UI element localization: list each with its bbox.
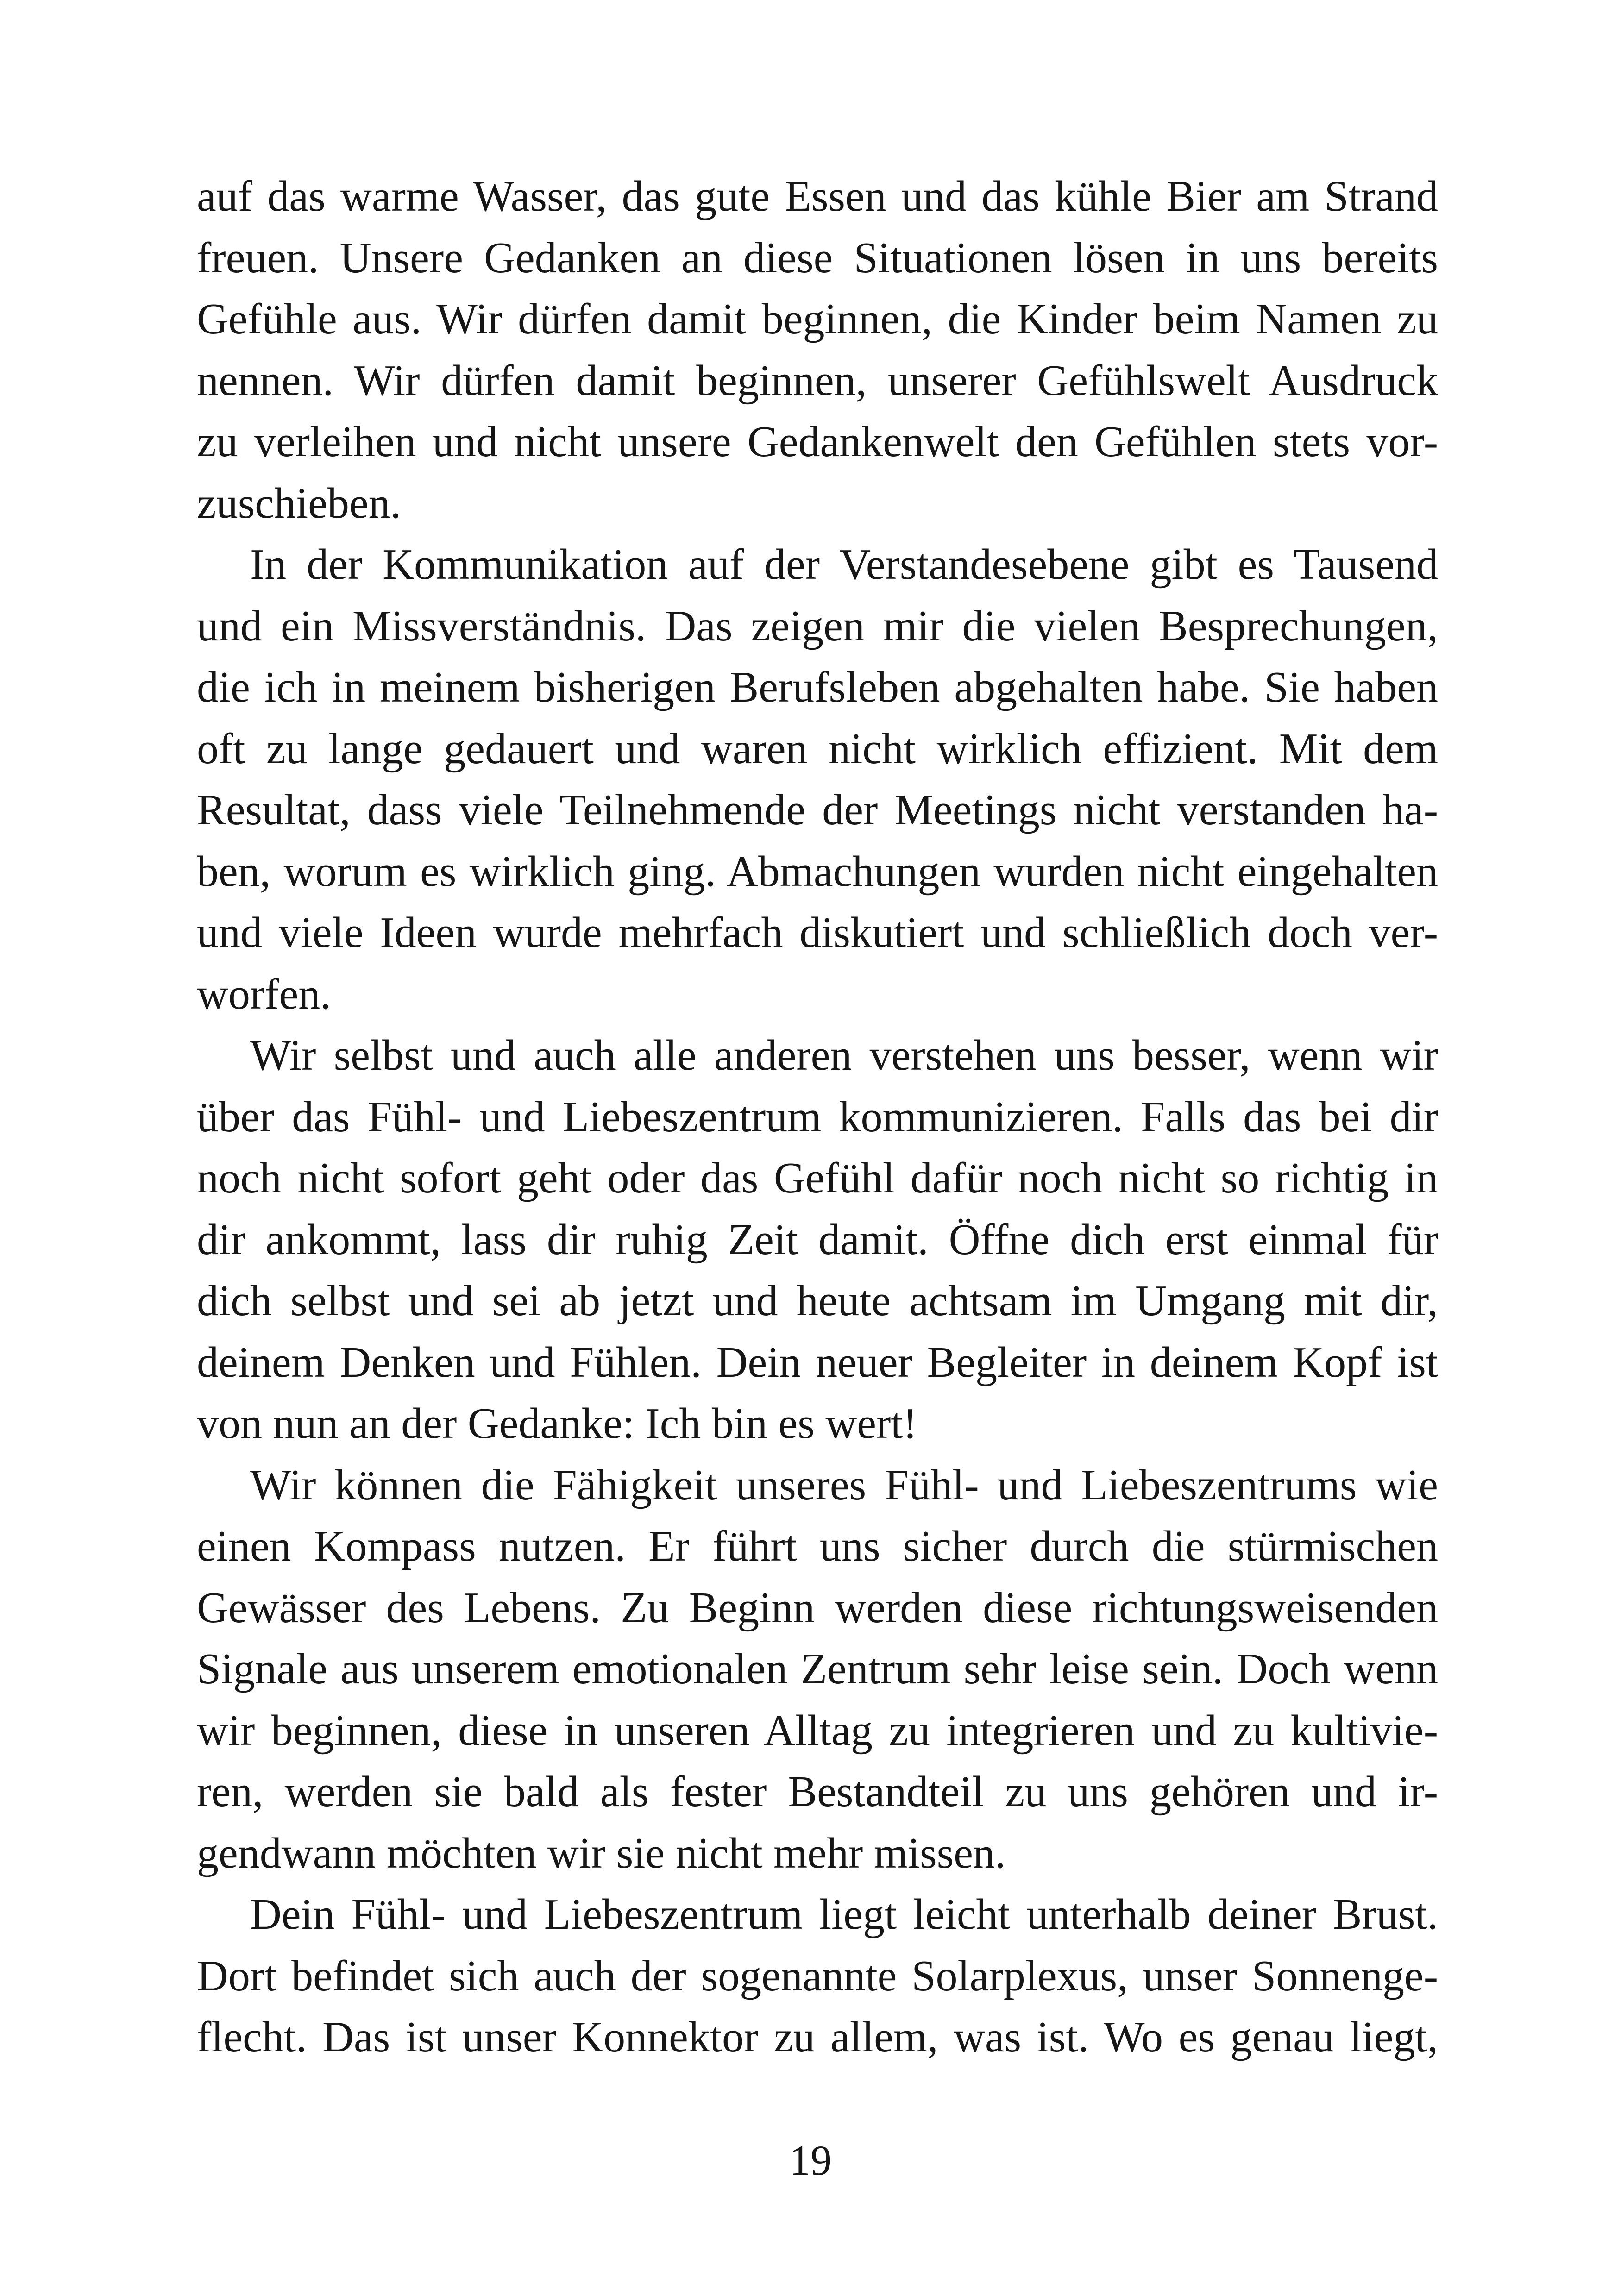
body-text bbox=[197, 166, 1438, 2068]
text-line: In der Kommunikation auf der Verstandesebene gibt es Tausend bbox=[250, 540, 1438, 589]
text-line: noch nicht sofort geht oder das Gefühl dafür noch nicht so richtig in bbox=[197, 1154, 1438, 1202]
text-line: über das Fühl- und Liebeszentrum kommunizieren. Falls das bei dir bbox=[197, 1092, 1438, 1141]
text-line: und viele Ideen wurde mehrfach diskutiert und schließlich doch ver- bbox=[197, 909, 1438, 957]
page-number: 19 bbox=[789, 2137, 832, 2184]
text-line: freuen. Unsere Gedanken an diese Situationen lösen in uns bereits bbox=[197, 233, 1438, 282]
text-line: von nun an der Gedanke: Ich bin es wert! bbox=[197, 1399, 917, 1448]
text-line: ben, worum es wirklich ging. Abmachungen wurden nicht eingehalten bbox=[197, 847, 1438, 896]
text-line: dich selbst und sei ab jetzt und heute achtsam im Umgang mit dir, bbox=[197, 1277, 1438, 1325]
text-line: zu verleihen und nicht unsere Gedankenwelt den Gefühlen stets vor- bbox=[197, 418, 1438, 466]
text-line: zuschieben. bbox=[197, 479, 402, 527]
text-line: einen Kompass nutzen. Er führt uns sicher durch die stürmischen bbox=[197, 1522, 1438, 1570]
text-line: worfen. bbox=[197, 970, 331, 1018]
text-line: Gefühle aus. Wir dürfen damit beginnen, die Kinder beim Namen zu bbox=[197, 295, 1438, 343]
text-line: flecht. Das ist unser Konnektor zu allem, was ist. Wo es genau liegt, bbox=[197, 2013, 1438, 2061]
text-line: Dort befindet sich auch der sogenannte Solarplexus, unser Sonnenge- bbox=[197, 1951, 1438, 2000]
text-line: gendwann möchten wir sie nicht mehr missen. bbox=[197, 1829, 1006, 1877]
text-line: ren, werden sie bald als fester Bestandteil zu uns gehören und ir- bbox=[197, 1768, 1438, 1816]
text-line: deinem Denken und Fühlen. Dein neuer Begleiter in deinem Kopf ist bbox=[197, 1338, 1438, 1386]
text-line: und ein Missverständnis. Das zeigen mir die vielen Besprechungen, bbox=[197, 602, 1438, 650]
text-line: Wir selbst und auch alle anderen verstehen uns besser, wenn wir bbox=[250, 1031, 1438, 1079]
text-line: oft zu lange gedauert und waren nicht wirklich effizient. Mit dem bbox=[197, 724, 1438, 773]
text-line: auf das warme Wasser, das gute Essen und das kühle Bier am Strand bbox=[197, 172, 1438, 220]
text-line: Wir können die Fähigkeit unseres Fühl- und Liebeszentrums wie bbox=[250, 1461, 1438, 1509]
text-line: Signale aus unserem emotionalen Zentrum sehr leise sein. Doch wenn bbox=[197, 1645, 1438, 1693]
text-line: nennen. Wir dürfen damit beginnen, unserer Gefühlswelt Ausdruck bbox=[197, 356, 1438, 405]
text-line: Resultat, dass viele Teilnehmende der Meetings nicht verstanden ha- bbox=[197, 786, 1438, 834]
text-line: Dein Fühl- und Liebeszentrum liegt leicht unterhalb deiner Brust. bbox=[250, 1890, 1438, 1938]
text-line: die ich in meinem bisherigen Berufsleben abgehalten habe. Sie haben bbox=[197, 663, 1438, 711]
text-line: wir beginnen, diese in unseren Alltag zu integrieren und zu kultivie- bbox=[197, 1706, 1438, 1755]
text-line: dir ankommt, lass dir ruhig Zeit damit. Öffne dich erst einmal für bbox=[197, 1215, 1438, 1264]
text-line: Gewässer des Lebens. Zu Beginn werden diese richtungsweisenden bbox=[197, 1583, 1438, 1632]
